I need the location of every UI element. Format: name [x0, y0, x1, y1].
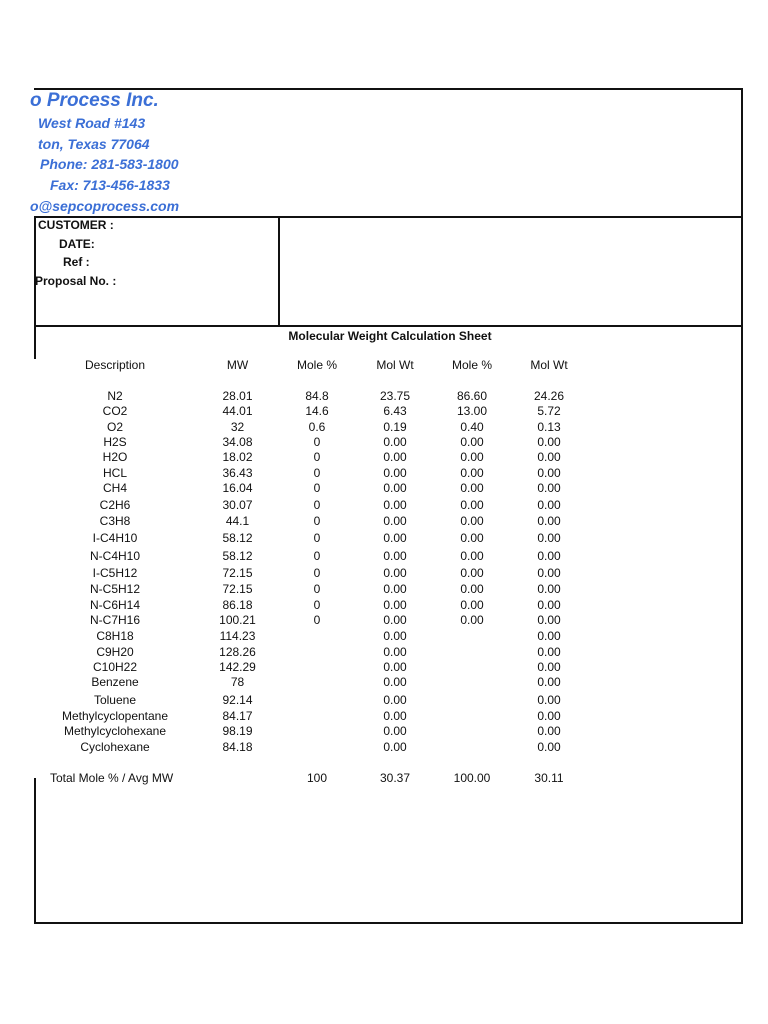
cell-mw: 78	[230, 675, 245, 689]
cell-mole-pct-2: 86.60	[456, 389, 488, 403]
cell-description: C9H20	[96, 645, 134, 659]
cell-mole-pct-2: 0.00	[460, 466, 484, 480]
cell-mole-pct-2: 0.00	[460, 498, 484, 512]
cell-mole-pct-2: 13.00	[456, 404, 488, 418]
header-description: Description	[84, 358, 146, 372]
cell-mol-wt-1: 0.00	[383, 724, 407, 738]
cell-mol-wt-2: 0.00	[537, 549, 561, 563]
cell-mol-wt-2: 5.72	[537, 404, 561, 418]
cell-mw: 84.17	[222, 709, 253, 723]
cell-mol-wt-2: 0.00	[537, 582, 561, 596]
cell-mole-pct-1: 0	[313, 435, 321, 449]
cell-description: N-C7H16	[89, 613, 140, 627]
cell-description: Benzene	[91, 675, 139, 689]
cell-mol-wt-1: 0.00	[383, 466, 407, 480]
header-mol-wt-2: Mol Wt	[530, 358, 568, 372]
cell-mw: 72.15	[222, 566, 253, 580]
cell-mole-pct-1: 0.6	[308, 420, 326, 434]
cell-description: N-C6H14	[89, 598, 140, 612]
cell-mol-wt-1: 0.00	[383, 709, 407, 723]
cell-description: N-C5H12	[89, 582, 140, 596]
cell-mole-pct-2: 0.00	[460, 549, 484, 563]
cell-mol-wt-2: 0.00	[537, 450, 561, 464]
header-mole-pct-1: Mole %	[296, 358, 337, 372]
cell-mol-wt-2: 0.00	[537, 435, 561, 449]
cell-mw: 30.07	[222, 498, 253, 512]
table-row	[0, 404, 768, 419]
cell-mw: 92.14	[222, 693, 253, 707]
cell-mw: 58.12	[222, 531, 253, 545]
cell-mw: 128.26	[219, 645, 256, 659]
table-row	[0, 389, 768, 404]
proposal-label: Proposal No. :	[35, 274, 117, 288]
table-row	[0, 740, 768, 755]
table-row	[0, 693, 768, 708]
cell-mole-pct-2: 0.00	[460, 514, 484, 528]
table-row	[0, 613, 768, 628]
cell-mol-wt-1: 0.00	[383, 693, 407, 707]
cell-description: O2	[106, 420, 123, 434]
cell-mw: 44.01	[222, 404, 253, 418]
company-address-1: West Road #143	[38, 115, 146, 131]
cell-mw: 58.12	[222, 549, 253, 563]
cell-mol-wt-2: 0.00	[537, 660, 561, 674]
table-row	[0, 566, 768, 581]
cell-mol-wt-2: 0.00	[537, 709, 561, 723]
cell-mole-pct-2: 0.00	[460, 481, 484, 495]
table-row	[0, 645, 768, 660]
cell-mw: 34.08	[222, 435, 253, 449]
table-row	[0, 466, 768, 481]
table-row	[0, 531, 768, 546]
header-mw: MW	[226, 358, 249, 372]
cell-mol-wt-2: 0.00	[537, 514, 561, 528]
cell-description: Methylcyclohexane	[63, 724, 167, 738]
cell-description: CO2	[102, 404, 128, 418]
cell-mol-wt-2: 0.00	[537, 566, 561, 580]
cell-mol-wt-2: 0.00	[537, 629, 561, 643]
company-fax: Fax: 713-456-1833	[50, 177, 170, 193]
cell-mol-wt-1: 0.00	[383, 514, 407, 528]
cell-mole-pct-1: 0	[313, 514, 321, 528]
cell-mol-wt-1: 0.00	[383, 629, 407, 643]
company-address-2: ton, Texas 77064	[38, 136, 150, 152]
cell-mol-wt-2: 0.00	[537, 531, 561, 545]
ref-label: Ref :	[63, 255, 90, 269]
cell-mol-wt-1: 0.19	[383, 420, 407, 434]
cell-mol-wt-2: 0.00	[537, 466, 561, 480]
table-row	[0, 724, 768, 739]
cell-mol-wt-1: 0.00	[383, 740, 407, 754]
cell-mole-pct-2: 0.00	[460, 531, 484, 545]
cell-mole-pct-2: 0.40	[460, 420, 484, 434]
cell-mol-wt-1: 0.00	[383, 660, 407, 674]
table-row	[0, 420, 768, 435]
cell-mol-wt-1: 6.43	[383, 404, 407, 418]
cell-mol-wt-2: 0.00	[537, 481, 561, 495]
cell-mol-wt-2: 0.00	[537, 693, 561, 707]
cell-mole-pct-1: 0	[313, 613, 321, 627]
company-name: o Process Inc.	[30, 90, 159, 111]
cell-mol-wt-1: 0.00	[383, 613, 407, 627]
cell-description: N-C4H10	[89, 549, 140, 563]
cell-mol-wt-1: 0.00	[383, 498, 407, 512]
cell-mw: 114.23	[219, 629, 256, 643]
cell-mole-pct-2: 0.00	[460, 613, 484, 627]
cell-mole-pct-2: 0.00	[460, 450, 484, 464]
cell-mol-wt-1: 0.00	[383, 435, 407, 449]
cell-mole-pct-1: 0	[313, 582, 321, 596]
cell-description: HCL	[102, 466, 127, 480]
cell-description: C2H6	[99, 498, 131, 512]
cell-mol-wt-2: 24.26	[533, 389, 565, 403]
cell-mol-wt-2: 0.00	[537, 598, 561, 612]
info-bottom-divider	[34, 325, 743, 327]
cell-mole-pct-1: 0	[313, 531, 321, 545]
cell-mol-wt-2: 0.00	[537, 498, 561, 512]
table-row	[0, 660, 768, 675]
frame-left-border-bottom	[34, 778, 36, 924]
cell-mw: 72.15	[222, 582, 253, 596]
cell-mol-wt-2: 0.00	[537, 645, 561, 659]
total-mol-wt-1: 30.37	[379, 771, 411, 785]
cell-mole-pct-2: 0.00	[460, 582, 484, 596]
cell-mol-wt-2: 0.00	[537, 724, 561, 738]
table-row	[0, 675, 768, 690]
cell-mol-wt-1: 0.00	[383, 566, 407, 580]
cell-mol-wt-1: 23.75	[379, 389, 411, 403]
cell-description: H2S	[103, 435, 127, 449]
cell-mw: 86.18	[222, 598, 253, 612]
table-row	[0, 481, 768, 496]
cell-mole-pct-2: 0.00	[460, 566, 484, 580]
table-row	[0, 514, 768, 529]
company-phone: Phone: 281-583-1800	[40, 156, 179, 172]
total-mole-pct-2: 100.00	[453, 771, 491, 785]
header-mol-wt-1: Mol Wt	[376, 358, 414, 372]
total-mol-wt-2: 30.11	[534, 771, 564, 785]
cell-description: C8H18	[96, 629, 134, 643]
cell-mol-wt-2: 0.00	[537, 613, 561, 627]
cell-mw: 100.21	[219, 613, 256, 627]
table-row	[0, 549, 768, 564]
cell-mol-wt-1: 0.00	[383, 645, 407, 659]
cell-mole-pct-1: 0	[313, 466, 321, 480]
cell-mole-pct-2: 0.00	[460, 435, 484, 449]
cell-mole-pct-1: 14.6	[305, 404, 329, 418]
cell-description: Cyclohexane	[80, 740, 150, 754]
cell-mw: 18.02	[222, 450, 253, 464]
cell-mw: 16.04	[222, 481, 253, 495]
cell-mw: 28.01	[222, 389, 253, 403]
cell-description: C10H22	[92, 660, 138, 674]
cell-description: H2O	[102, 450, 128, 464]
table-row	[0, 582, 768, 597]
cell-description: Toluene	[93, 693, 137, 707]
cell-description: Methylcyclopentane	[61, 709, 169, 723]
cell-mole-pct-1: 0	[313, 598, 321, 612]
cell-mol-wt-2: 0.13	[537, 420, 561, 434]
cell-description: CH4	[102, 481, 127, 495]
cell-mol-wt-1: 0.00	[383, 582, 407, 596]
customer-label: CUSTOMER :	[38, 218, 114, 232]
frame-left-border	[34, 217, 36, 359]
info-divider	[278, 216, 280, 326]
cell-mol-wt-1: 0.00	[383, 531, 407, 545]
cell-description: C3H8	[99, 514, 131, 528]
cell-mole-pct-1: 84.8	[305, 389, 329, 403]
table-row	[0, 498, 768, 513]
cell-mol-wt-1: 0.00	[383, 549, 407, 563]
cell-mol-wt-1: 0.00	[383, 450, 407, 464]
date-label: DATE:	[59, 237, 95, 251]
table-row	[0, 709, 768, 724]
cell-mw: 36.43	[222, 466, 253, 480]
cell-mole-pct-1: 0	[313, 481, 321, 495]
cell-mole-pct-1: 0	[313, 549, 321, 563]
cell-mol-wt-1: 0.00	[383, 598, 407, 612]
cell-mw: 44.1	[225, 514, 250, 528]
cell-mw: 84.18	[222, 740, 253, 754]
header-mole-pct-2: Mole %	[451, 358, 492, 372]
cell-mol-wt-2: 0.00	[537, 740, 561, 754]
table-row	[0, 598, 768, 613]
cell-description: I-C5H12	[92, 566, 138, 580]
cell-mol-wt-1: 0.00	[383, 481, 407, 495]
cell-mw: 142.29	[219, 660, 256, 674]
table-row	[0, 629, 768, 644]
cell-mw: 98.19	[222, 724, 253, 738]
cell-mw: 32	[230, 420, 245, 434]
cell-mole-pct-2: 0.00	[460, 598, 484, 612]
total-mole-pct-1: 100	[306, 771, 328, 785]
table-row	[0, 435, 768, 450]
cell-description: N2	[107, 389, 123, 403]
company-email: o@sepcoprocess.com	[30, 198, 180, 214]
cell-mol-wt-1: 0.00	[383, 675, 407, 689]
cell-mol-wt-2: 0.00	[537, 675, 561, 689]
table-row	[0, 450, 768, 465]
sheet-title: Molecular Weight Calculation Sheet	[288, 329, 492, 343]
cell-mole-pct-1: 0	[313, 450, 321, 464]
header-divider	[34, 216, 743, 218]
cell-description: I-C4H10	[92, 531, 138, 545]
total-label: Total Mole % / Avg MW	[50, 771, 174, 785]
cell-mole-pct-1: 0	[313, 498, 321, 512]
cell-mole-pct-1: 0	[313, 566, 321, 580]
